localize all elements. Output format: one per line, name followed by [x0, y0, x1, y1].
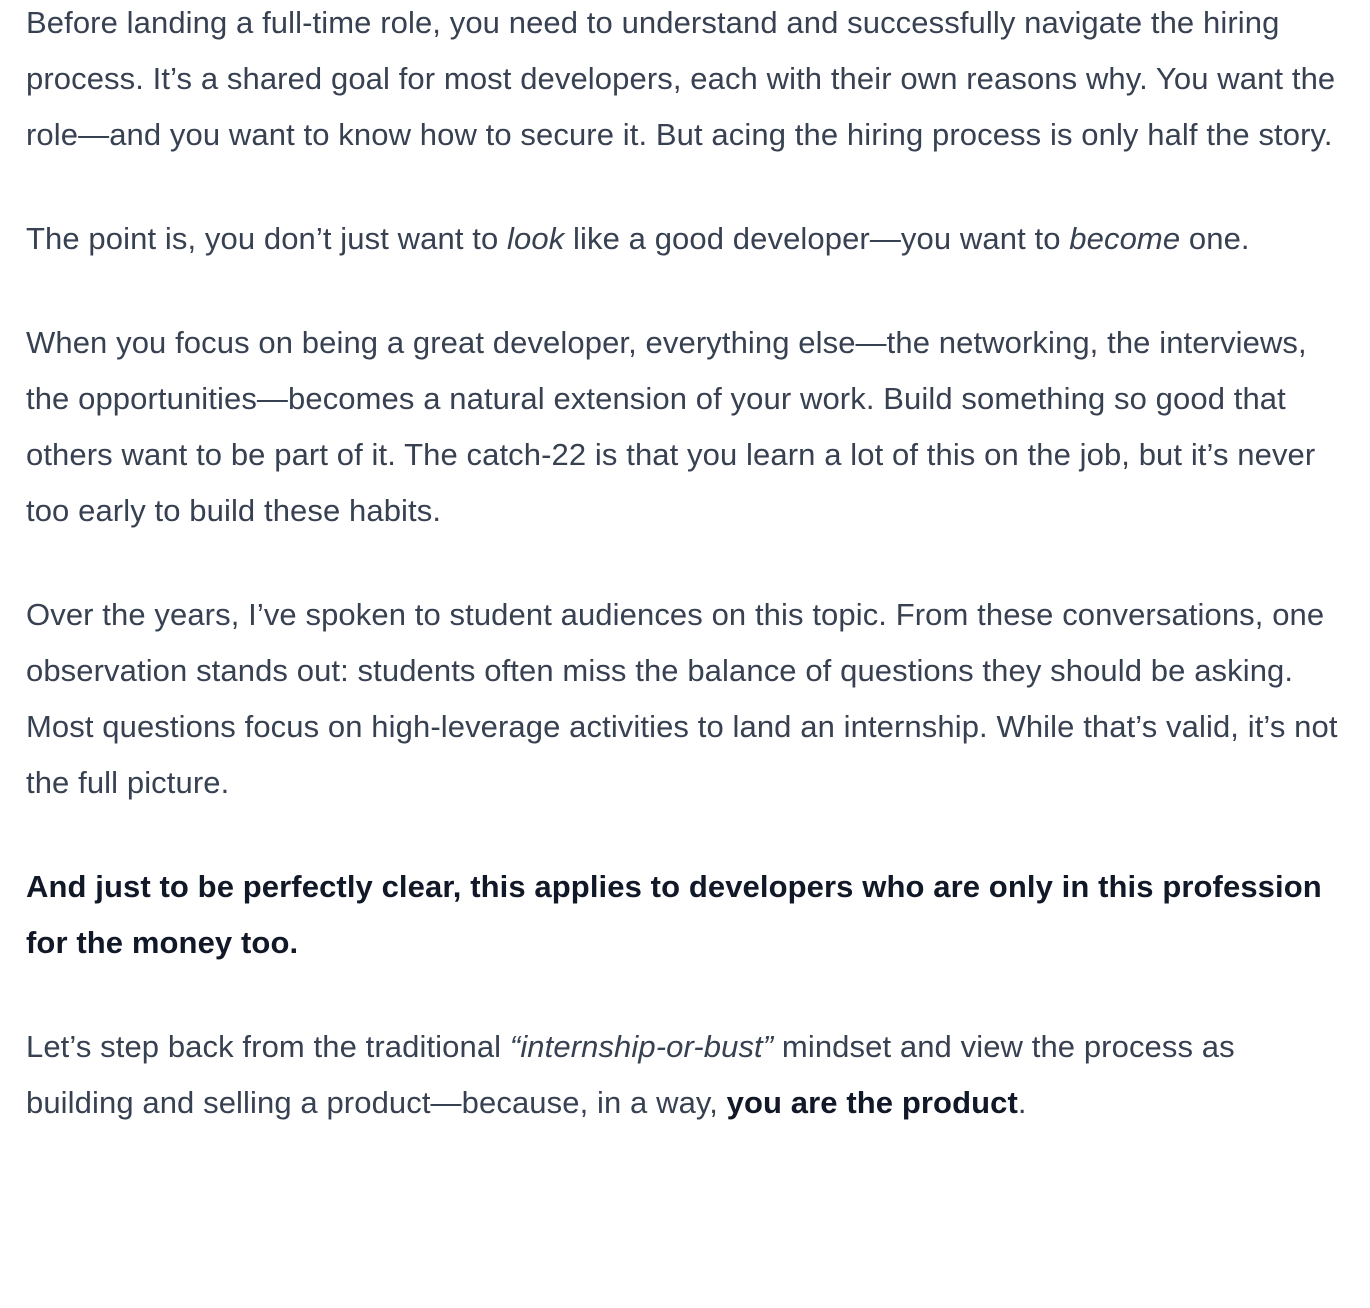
paragraph-product	[26, 1019, 1344, 1131]
text-run: The point is, you don’t just want to	[26, 221, 508, 256]
paragraph-hiring-process: Before landing a full-time role, you need to understand and successfully navigate the hiring process. It’s a shared goal for most developers, each with their own reasons why. You want the role—and you want to know how to secure it. But acing the hiring process is only half the story.	[26, 5, 1336, 152]
emphasis-look: look	[507, 221, 565, 256]
strong-you-are-the-product: you are the product	[726, 1085, 1018, 1120]
paragraph-money-note: And just to be perfectly clear, this applies to developers who are only in this profession for the money too.	[26, 869, 1322, 960]
text-run: Let’s step back from the traditional	[26, 1029, 510, 1064]
text-run: one.	[1180, 221, 1250, 256]
paragraph-become-developer	[26, 211, 1344, 267]
text-run: mindset and view the process as building and selling a product—because, in a way,	[26, 1029, 1235, 1120]
emphasis-internship-or-bust: “internship-or-bust”	[509, 1029, 774, 1064]
emphasis-become: become	[1069, 221, 1181, 256]
paragraph-student-audiences: Over the years, I’ve spoken to student audiences on this topic. From these conversations, one observation stands out: students often miss the balance of questions they should be asking. Most questions focus on high-leverage activities to land an internship. While that’s valid, it’s not the full picture.	[26, 597, 1338, 800]
paragraph-great-developer: When you focus on being a great developer, everything else—the networking, the interviews, the opportunities—becomes a natural extension of your work. Build something so good that others want to be part of it. The catch-22 is that you learn a lot of this on the job, but it’s never too early to build these habits.	[26, 325, 1316, 528]
text-run: .	[1017, 1085, 1027, 1120]
text-run: like a good developer—you want to	[564, 221, 1070, 256]
